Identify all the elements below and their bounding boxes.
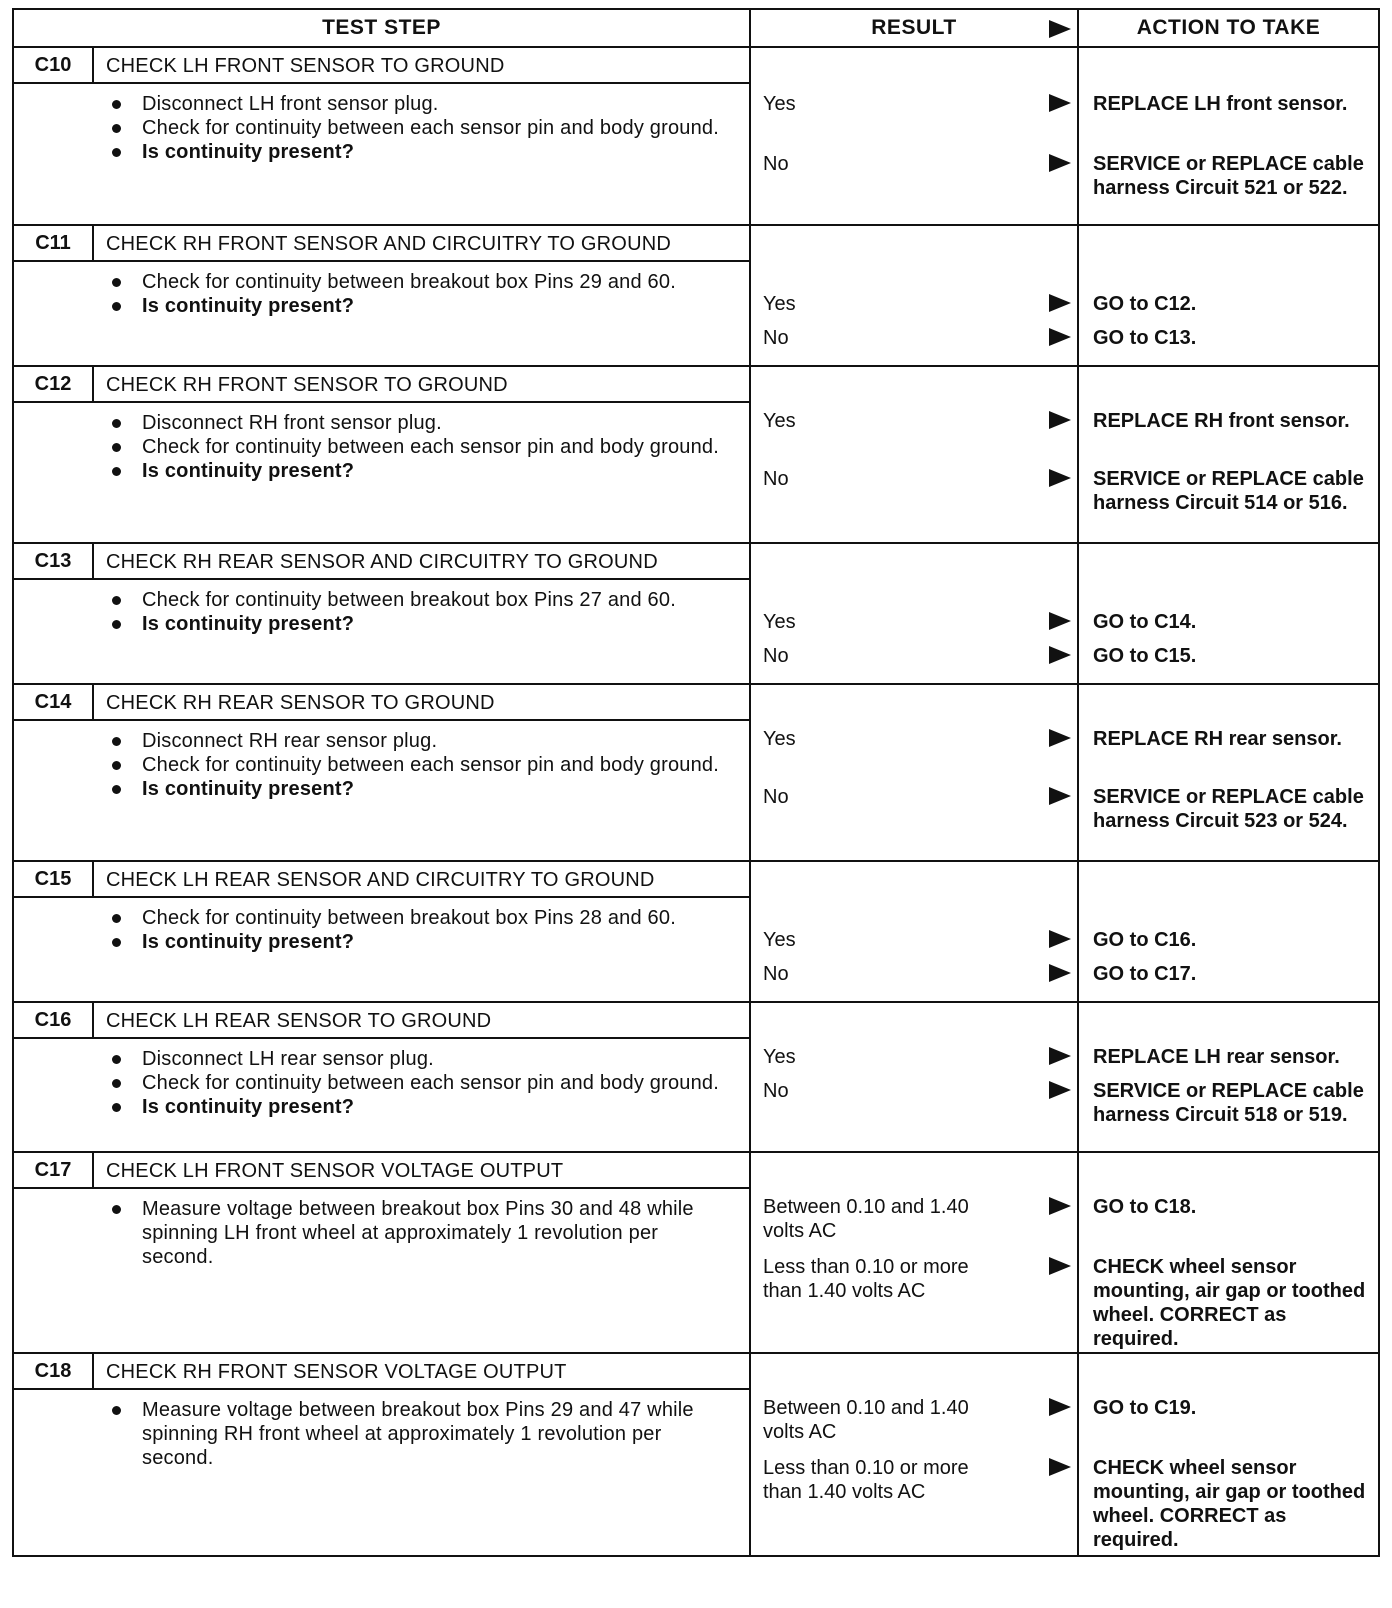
instruction-question: Is continuity present?	[106, 777, 719, 801]
step-title: CHECK LH FRONT SENSOR VOLTAGE OUTPUT	[106, 1160, 564, 1182]
arrow-right-icon	[1049, 94, 1071, 112]
step-instructions	[14, 898, 749, 962]
action-cell	[1079, 48, 1378, 224]
step-row-c16	[14, 1003, 1378, 1153]
result-item	[763, 610, 1067, 634]
instruction-item: Check for continuity between each sensor pin and body ground.	[106, 435, 719, 459]
action-text: GO to C14.	[1093, 611, 1197, 633]
instruction-item: Check for continuity between each sensor pin and body ground.	[106, 1071, 719, 1095]
arrow-right-icon	[1049, 1081, 1071, 1099]
step-instructions	[14, 580, 749, 644]
arrow-right-icon	[1049, 930, 1071, 948]
instruction-item: Check for continuity between breakout box Pins 28 and 60.	[106, 906, 719, 930]
result-label: Yes	[763, 1046, 796, 1068]
step-title: CHECK RH FRONT SENSOR VOLTAGE OUTPUT	[106, 1361, 567, 1383]
action-cell	[1079, 544, 1378, 683]
instruction-question: Is continuity present?	[106, 459, 719, 483]
instruction-item: Check for continuity between each sensor pin and body ground.	[106, 753, 719, 777]
result-label: Yes	[763, 93, 796, 115]
action-cell	[1079, 367, 1378, 542]
step-number: C15	[14, 862, 94, 896]
action-text: REPLACE LH rear sensor.	[1093, 1046, 1340, 1068]
action-cell	[1079, 1003, 1378, 1151]
instruction-question: Is continuity present?	[106, 140, 719, 164]
test-step-cell	[14, 1003, 751, 1151]
action-text: CHECK wheel sensor mounting, air gap or toothed wheel. CORRECT as required.	[1093, 1457, 1366, 1551]
action-cell	[1079, 862, 1378, 1001]
arrow-right-icon	[1049, 20, 1071, 38]
instruction-question: Is continuity present?	[106, 612, 719, 636]
result-cell	[751, 544, 1079, 683]
arrow-right-icon	[1049, 154, 1071, 172]
action-cell	[1079, 226, 1378, 365]
result-label: Yes	[763, 611, 796, 633]
step-row-c18	[14, 1354, 1378, 1555]
result-item	[763, 467, 1067, 491]
step-number: C10	[14, 48, 94, 82]
result-cell	[751, 48, 1079, 224]
result-item	[763, 1045, 1067, 1069]
step-row-c10	[14, 48, 1378, 226]
result-item	[763, 644, 1067, 668]
table-header	[14, 10, 1378, 48]
action-cell	[1079, 685, 1378, 860]
step-instructions	[14, 1189, 749, 1277]
action-text: CHECK wheel sensor mounting, air gap or toothed wheel. CORRECT as required.	[1093, 1256, 1366, 1350]
step-title: CHECK LH FRONT SENSOR TO GROUND	[106, 55, 505, 77]
action-text: GO to C16.	[1093, 929, 1197, 951]
instruction-item: Disconnect RH rear sensor plug.	[106, 729, 719, 753]
step-title-row	[14, 544, 749, 580]
instruction-item: Disconnect LH front sensor plug.	[106, 92, 719, 116]
step-row-c12	[14, 367, 1378, 544]
arrow-right-icon	[1049, 1257, 1071, 1275]
instruction-item: Check for continuity between each sensor pin and body ground.	[106, 116, 719, 140]
arrow-right-icon	[1049, 294, 1071, 312]
step-row-c15	[14, 862, 1378, 1003]
action-text: SERVICE or REPLACE cable harness Circuit 518 or 519.	[1093, 1080, 1364, 1126]
test-step-cell	[14, 226, 751, 365]
arrow-right-icon	[1049, 1398, 1071, 1416]
action-text: GO to C12.	[1093, 293, 1197, 315]
result-cell	[751, 1003, 1079, 1151]
action-text: SERVICE or REPLACE cable harness Circuit 523 or 524.	[1093, 786, 1364, 832]
action-text: SERVICE or REPLACE cable harness Circuit 521 or 522.	[1093, 153, 1364, 199]
step-instructions	[14, 84, 749, 172]
result-item	[763, 92, 1067, 116]
result-cell	[751, 685, 1079, 860]
arrow-right-icon	[1049, 328, 1071, 346]
step-title-row	[14, 685, 749, 721]
action-text: GO to C15.	[1093, 645, 1197, 667]
step-title-row	[14, 48, 749, 84]
result-label: Less than 0.10 or more than 1.40 volts AC	[763, 1457, 969, 1503]
result-label: Yes	[763, 728, 796, 750]
result-cell	[751, 1153, 1079, 1352]
step-title: CHECK LH REAR SENSOR AND CIRCUITRY TO GROUND	[106, 869, 655, 891]
result-label: No	[763, 327, 789, 349]
result-item	[763, 928, 1067, 952]
test-step-cell	[14, 862, 751, 1001]
step-title: CHECK RH FRONT SENSOR TO GROUND	[106, 374, 508, 396]
test-step-cell	[14, 685, 751, 860]
action-text: SERVICE or REPLACE cable harness Circuit 514 or 516.	[1093, 468, 1364, 514]
test-step-cell	[14, 544, 751, 683]
instruction-question: Is continuity present?	[106, 294, 719, 318]
result-label: Between 0.10 and 1.40 volts AC	[763, 1397, 969, 1443]
arrow-right-icon	[1049, 469, 1071, 487]
header-test-step: TEST STEP	[14, 10, 751, 46]
step-title-row	[14, 1153, 749, 1189]
result-label: No	[763, 645, 789, 667]
instruction-item: Check for continuity between breakout box Pins 27 and 60.	[106, 588, 719, 612]
result-label: No	[763, 963, 789, 985]
step-title: CHECK RH REAR SENSOR AND CIRCUITRY TO GROUND	[106, 551, 658, 573]
step-title: CHECK LH REAR SENSOR TO GROUND	[106, 1010, 492, 1032]
result-label: No	[763, 786, 789, 808]
action-text: GO to C19.	[1093, 1397, 1197, 1419]
instruction-question: Is continuity present?	[106, 1095, 719, 1119]
step-title: CHECK RH FRONT SENSOR AND CIRCUITRY TO GROUND	[106, 233, 671, 255]
step-title-row	[14, 1354, 749, 1390]
result-item	[763, 1195, 1067, 1243]
instruction-question: Is continuity present?	[106, 930, 719, 954]
action-text: REPLACE RH front sensor.	[1093, 410, 1350, 432]
step-number: C17	[14, 1153, 94, 1187]
instruction-item: Check for continuity between breakout box Pins 29 and 60.	[106, 270, 719, 294]
arrow-right-icon	[1049, 729, 1071, 747]
arrow-right-icon	[1049, 411, 1071, 429]
instruction-item: Disconnect LH rear sensor plug.	[106, 1047, 719, 1071]
step-instructions	[14, 1390, 749, 1478]
header-result: RESULT	[871, 16, 957, 39]
step-instructions	[14, 721, 749, 809]
step-row-c13	[14, 544, 1378, 685]
step-row-c17	[14, 1153, 1378, 1354]
step-title: CHECK RH REAR SENSOR TO GROUND	[106, 692, 495, 714]
result-item	[763, 785, 1067, 809]
step-number: C14	[14, 685, 94, 719]
arrow-right-icon	[1049, 612, 1071, 630]
action-cell	[1079, 1153, 1378, 1352]
result-item	[763, 962, 1067, 986]
arrow-right-icon	[1049, 964, 1071, 982]
result-label: Less than 0.10 or more than 1.40 volts AC	[763, 1256, 969, 1302]
step-title-row	[14, 1003, 749, 1039]
result-item	[763, 326, 1067, 350]
result-label: No	[763, 1080, 789, 1102]
result-label: No	[763, 468, 789, 490]
arrow-right-icon	[1049, 1197, 1071, 1215]
result-item	[763, 152, 1067, 176]
instruction-item: Disconnect RH front sensor plug.	[106, 411, 719, 435]
result-label: No	[763, 153, 789, 175]
step-title-row	[14, 367, 749, 403]
instruction-item: Measure voltage between breakout box Pins 30 and 48 while spinning LH front wheel at approximately 1 revolution per second.	[106, 1197, 719, 1269]
header-result-cell	[751, 10, 1079, 46]
step-number: C12	[14, 367, 94, 401]
result-label: Yes	[763, 929, 796, 951]
action-text: REPLACE RH rear sensor.	[1093, 728, 1342, 750]
action-cell	[1079, 1354, 1378, 1555]
action-text: REPLACE LH front sensor.	[1093, 93, 1348, 115]
instruction-item: Measure voltage between breakout box Pins 29 and 47 while spinning RH front wheel at approximately 1 revolution per second.	[106, 1398, 719, 1470]
step-title-row	[14, 226, 749, 262]
arrow-right-icon	[1049, 1458, 1071, 1476]
result-label: Yes	[763, 410, 796, 432]
step-instructions	[14, 262, 749, 326]
step-row-c14	[14, 685, 1378, 862]
steps-body	[14, 48, 1378, 1555]
step-instructions	[14, 1039, 749, 1127]
test-step-cell	[14, 1153, 751, 1352]
result-item	[763, 1456, 1067, 1504]
result-label: Yes	[763, 293, 796, 315]
test-step-cell	[14, 48, 751, 224]
test-step-cell	[14, 367, 751, 542]
action-text: GO to C17.	[1093, 963, 1197, 985]
action-text: GO to C13.	[1093, 327, 1197, 349]
arrow-right-icon	[1049, 1047, 1071, 1065]
result-label: Between 0.10 and 1.40 volts AC	[763, 1196, 969, 1242]
step-number: C13	[14, 544, 94, 578]
test-step-cell	[14, 1354, 751, 1555]
arrow-right-icon	[1049, 787, 1071, 805]
result-item	[763, 727, 1067, 751]
result-cell	[751, 226, 1079, 365]
arrow-right-icon	[1049, 646, 1071, 664]
step-row-c11	[14, 226, 1378, 367]
result-item	[763, 1079, 1067, 1103]
step-number: C11	[14, 226, 94, 260]
result-cell	[751, 1354, 1079, 1555]
header-action: ACTION TO TAKE	[1136, 16, 1321, 39]
result-item	[763, 1255, 1067, 1303]
result-cell	[751, 862, 1079, 1001]
diagnostic-table	[12, 8, 1380, 1557]
step-instructions	[14, 403, 749, 491]
result-item	[763, 292, 1067, 316]
step-number: C18	[14, 1354, 94, 1388]
action-text: GO to C18.	[1093, 1196, 1197, 1218]
step-number: C16	[14, 1003, 94, 1037]
result-cell	[751, 367, 1079, 542]
result-item	[763, 1396, 1067, 1444]
result-item	[763, 409, 1067, 433]
step-title-row	[14, 862, 749, 898]
